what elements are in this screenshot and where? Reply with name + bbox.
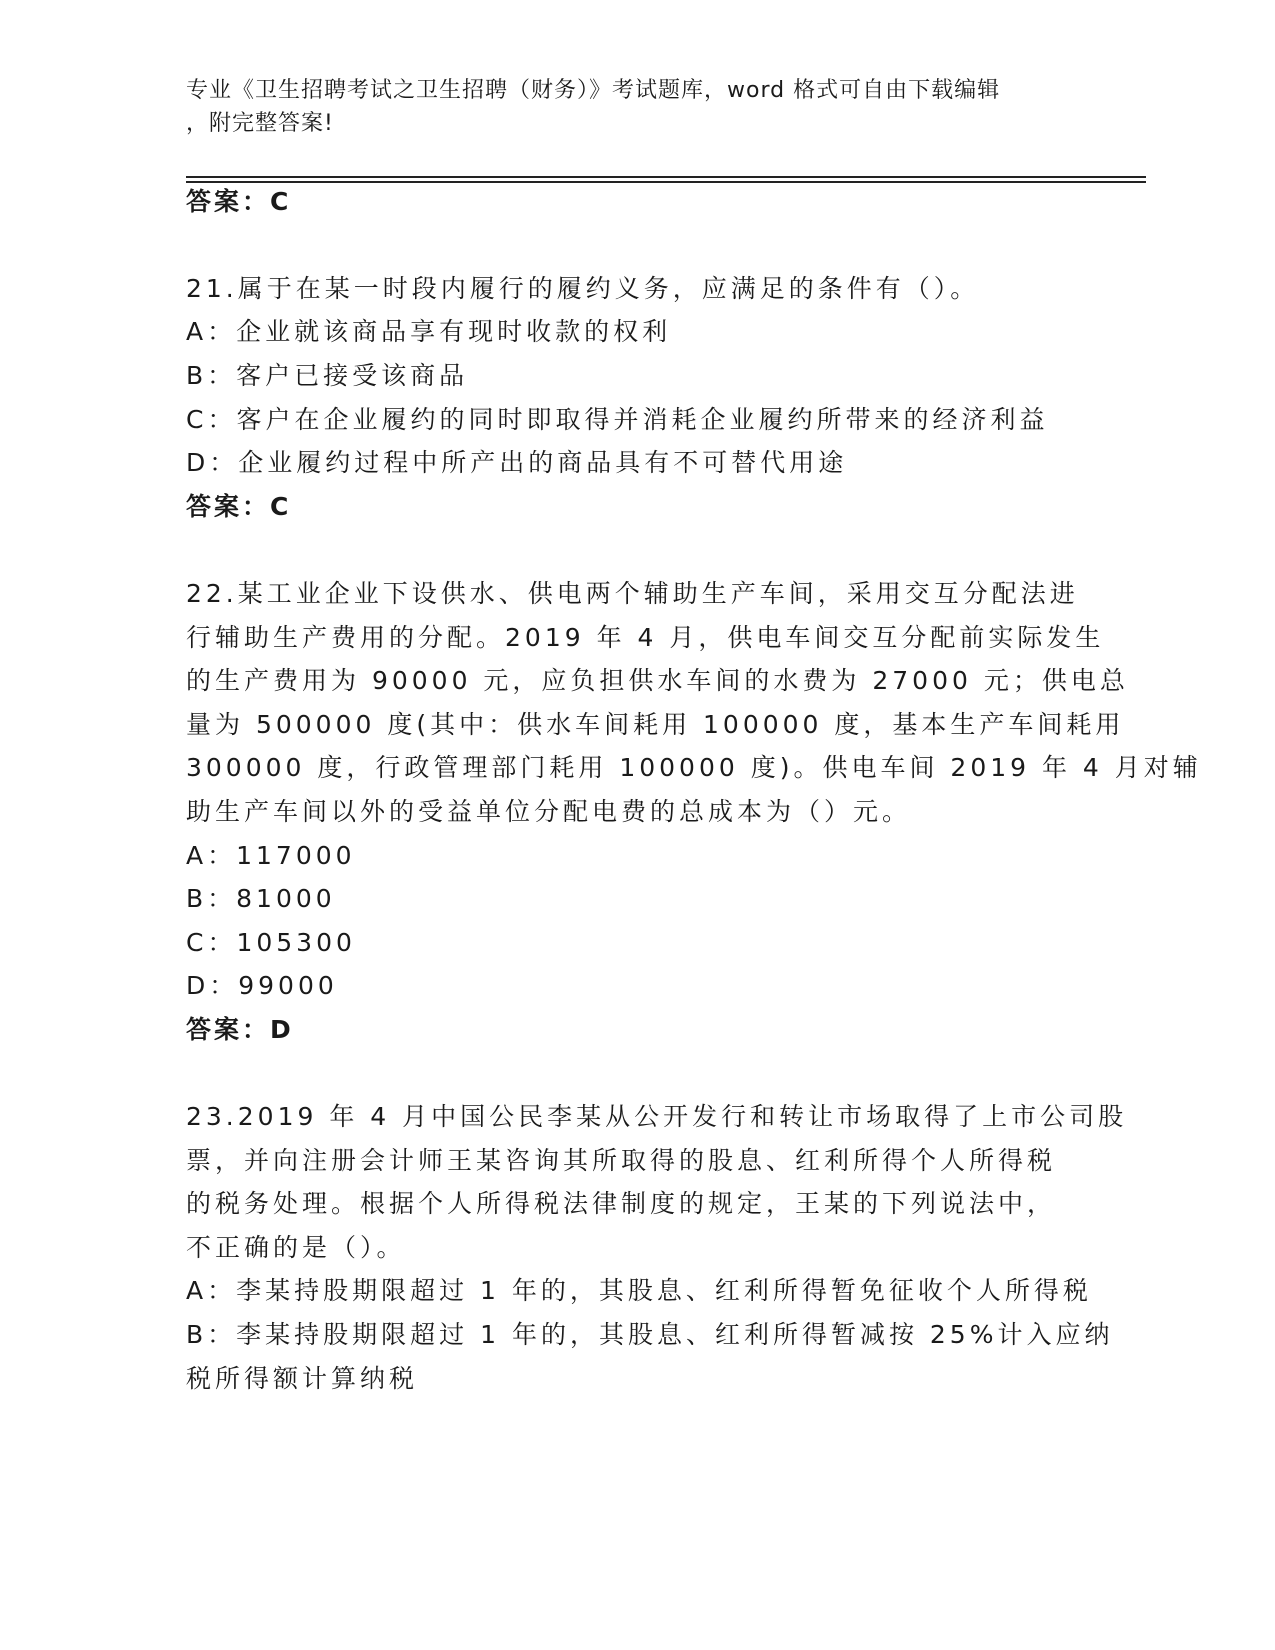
question-23-stem-line-1: 23.2019 年 4 月中国公民李某从公开发行和转让市场取得了上市公司股 — [186, 1102, 1128, 1131]
header-rule-top — [186, 176, 1146, 178]
question-22-stem-line-3: 的生产费用为 90000 元，应负担供水车间的水费为 27000 元；供电总 — [186, 666, 1129, 695]
question-21-answer: 答案：C — [186, 492, 292, 521]
previous-answer: 答案：C — [186, 187, 292, 216]
question-22-option-c: C：105300 — [186, 928, 356, 957]
question-22-answer: 答案：D — [186, 1015, 294, 1044]
question-23-stem-line-4: 不正确的是（）。 — [186, 1233, 406, 1262]
question-22-stem-line-6: 助生产车间以外的受益单位分配电费的总成本为（）元。 — [186, 797, 912, 826]
question-23-stem-line-2: 票，并向注册会计师王某咨询其所取得的股息、红利所得个人所得税 — [186, 1146, 1057, 1175]
question-23-option-b-line-1: B：李某持股期限超过 1 年的，其股息、红利所得暂减按 25%计入应纳 — [186, 1320, 1114, 1349]
question-23-option-a: A：李某持股期限超过 1 年的，其股息、红利所得暂免征收个人所得税 — [186, 1276, 1092, 1305]
header-line-1: 专业《卫生招聘考试之卫生招聘（财务）》考试题库，word 格式可自由下载编辑 — [186, 78, 1001, 103]
question-21-stem: 21.属于在某一时段内履行的履约义务，应满足的条件有（）。 — [186, 274, 980, 303]
question-22-stem-line-5: 300000 度，行政管理部门耗用 100000 度)。供电车间 2019 年 4 月对辅 — [186, 753, 1202, 782]
question-21-option-a: A：企业就该商品享有现时收款的权利 — [186, 317, 672, 346]
document-header — [186, 74, 1086, 140]
question-22-option-d: D：99000 — [186, 971, 338, 1000]
question-23-option-b-line-2: 税所得额计算纳税 — [186, 1364, 419, 1393]
question-22-option-b: B：81000 — [186, 884, 336, 913]
question-22-stem-line-2: 行辅助生产费用的分配。2019 年 4 月，供电车间交互分配前实际发生 — [186, 623, 1105, 652]
question-21-option-c: C：客户在企业履约的同时即取得并消耗企业履约所带来的经济利益 — [186, 405, 1049, 434]
question-23-stem-line-3: 的税务处理。根据个人所得税法律制度的规定，王某的下列说法中， — [186, 1189, 1057, 1218]
question-22-option-a: A：117000 — [186, 841, 356, 870]
question-21-option-b: B：客户已接受该商品 — [186, 361, 469, 390]
question-21-option-d: D：企业履约过程中所产出的商品具有不可替代用途 — [186, 448, 848, 477]
header-line-2: ，附完整答案! — [186, 111, 334, 136]
header-rule-bottom — [186, 181, 1146, 183]
question-22-stem-line-1: 22.某工业企业下设供水、供电两个辅助生产车间，采用交互分配法进 — [186, 579, 1079, 608]
question-22-stem-line-4: 量为 500000 度(其中：供水车间耗用 100000 度，基本生产车间耗用 — [186, 710, 1125, 739]
